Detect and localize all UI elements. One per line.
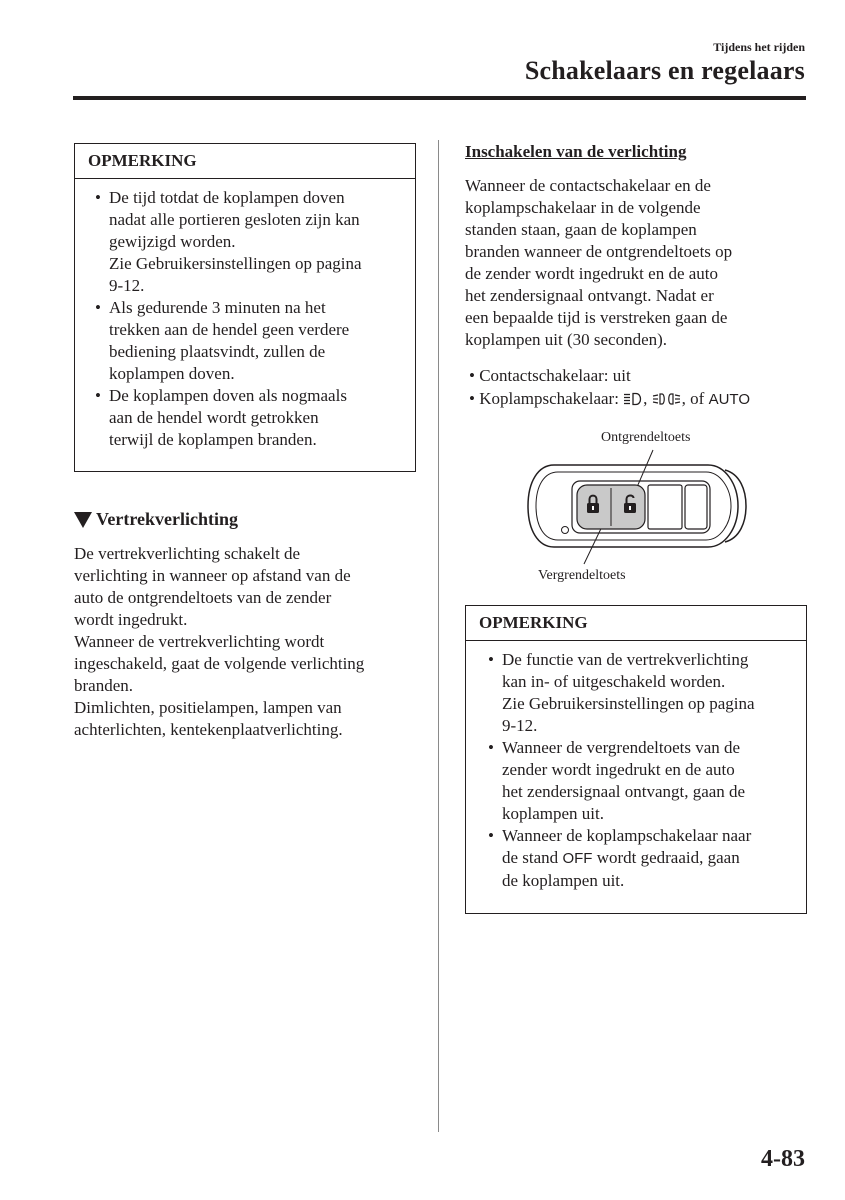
text-line: branden. [74, 676, 134, 695]
text-line: kan in- of uitgeschakeld worden. [502, 672, 726, 691]
text-line: De koplampen doven als nogmaals [109, 386, 347, 405]
note-item [480, 737, 794, 825]
text-line: Dimlichten, positielampen, lampen van [74, 698, 342, 717]
condition-text: Contactschakelaar: uit [479, 366, 631, 385]
text-line: 9-12. [502, 716, 538, 735]
text-line: de zender wordt ingedrukt en de auto [465, 264, 719, 283]
text-line: ingeschakeld, gaat de volgende verlichting [74, 654, 365, 673]
note-item [87, 297, 403, 385]
text-line: de koplampen uit. [502, 871, 625, 890]
text-line: het zendersignaal ontvangt. Nadat er [465, 286, 714, 305]
text-line: branden wanneer de ontgrendeltoets op [465, 242, 733, 261]
text-line: Wanneer de vergrendeltoets van de [502, 738, 741, 757]
note-body [466, 641, 806, 892]
text-line: koplampen doven. [109, 364, 235, 383]
bullet-dot: • [95, 298, 101, 317]
text-line: standen staan, gaan de koplampen [465, 220, 697, 239]
lock-button-label: Vergrendeltoets [538, 568, 626, 583]
text-fragment: de stand [502, 848, 563, 867]
text-line: koplampen uit (30 seconden). [465, 330, 668, 349]
text-line: Wanneer de koplampschakelaar naar [502, 826, 752, 845]
parking-light-icon [652, 390, 682, 412]
text-line: Als gedurende 3 minuten na het [109, 298, 326, 317]
text-line [502, 847, 794, 870]
text-line: zender wordt ingedrukt en de auto [502, 760, 735, 779]
note-box-2 [465, 605, 807, 914]
note-item [87, 187, 403, 297]
text-line: aan de hendel wordt getrokken [109, 408, 319, 427]
text-line: het zendersignaal ontvangt, gaan de [502, 782, 746, 801]
condition-text: , of [681, 389, 709, 408]
note-item [480, 649, 794, 737]
text-line: 9-12. [109, 276, 145, 295]
text-fragment: wordt gedraaid, gaan [592, 848, 740, 867]
text-line: terwijl de koplampen branden. [109, 430, 317, 449]
text-line: De functie van de vertrekverlichting [502, 650, 749, 669]
unlock-button-label: Ontgrendeltoets [601, 430, 691, 445]
text-line: Wanneer de vertrekverlichting wordt [74, 632, 325, 651]
note-body [75, 179, 415, 451]
text-line: achterlichten, kentekenplaatverlichting. [74, 720, 343, 739]
switch-conditions [469, 365, 809, 412]
text-line: Wanneer de contactschakelaar en de [465, 176, 711, 195]
key-fob-illustration [520, 448, 750, 572]
text-line: wordt ingedrukt. [74, 610, 188, 629]
bullet-dot: • [95, 188, 101, 207]
note-heading: OPMERKING [75, 144, 415, 179]
note-item [480, 825, 794, 892]
off-position-label: OFF [562, 850, 593, 867]
bullet-dot: • [95, 386, 101, 405]
condition-item: • Koplampschakelaar: , , of AUTO [469, 388, 809, 412]
text-line: De tijd totdat de koplampen doven [109, 188, 345, 207]
text-line: gewijzigd worden. [109, 232, 236, 251]
note-box-1 [74, 143, 416, 472]
triangle-marker-icon [74, 512, 92, 528]
section-label: Tijdens het rijden [713, 40, 805, 54]
header-rule [73, 96, 806, 100]
text-line: auto de ontgrendeltoets van de zender [74, 588, 332, 607]
text-line: trekken aan de hendel geen verdere [109, 320, 350, 339]
page-number: 4-83 [761, 1146, 805, 1172]
text-line: verlichting in wanneer op afstand van de [74, 566, 351, 585]
text-line: Zie Gebruikersinstellingen op pagina [109, 254, 362, 273]
column-divider [438, 140, 439, 1132]
bullet-dot: • [488, 650, 494, 669]
page-title: Schakelaars en regelaars [524, 56, 805, 85]
departure-heading-text: Vertrekverlichting [96, 509, 238, 529]
condition-item: • Contactschakelaar: uit [469, 366, 631, 385]
text-line: koplampschakelaar in de volgende [465, 198, 701, 217]
departure-heading [74, 509, 238, 530]
switching-heading: Inschakelen van de verlichting [465, 142, 687, 161]
note-item [87, 385, 403, 451]
departure-text [74, 543, 429, 741]
text-line: bediening plaatsvindt, zullen de [109, 342, 326, 361]
separator: , [643, 389, 652, 408]
text-line: nadat alle portieren gesloten zijn kan [109, 210, 360, 229]
bullet-dot: • [488, 826, 494, 845]
switching-text [465, 175, 805, 351]
text-line: Zie Gebruikersinstellingen op pagina [502, 694, 755, 713]
condition-text: Koplampschakelaar: [479, 389, 624, 408]
text-line: een bepaalde tijd is verstreken gaan de [465, 308, 728, 327]
headlight-icon [623, 390, 643, 412]
text-line: koplampen uit. [502, 804, 604, 823]
bullet-dot: • [488, 738, 494, 757]
note-heading: OPMERKING [466, 606, 806, 641]
text-line: De vertrekverlichting schakelt de [74, 544, 301, 563]
auto-position-label: AUTO [708, 391, 750, 408]
